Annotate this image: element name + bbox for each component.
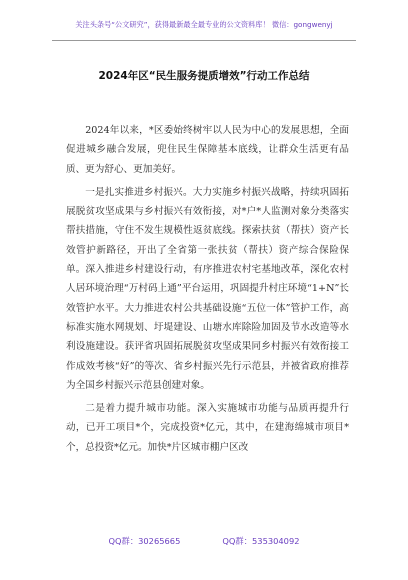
paragraph-urban-function: 二是着力提升城市功能。深入实施城市功能与品质再提升行动，已开工项目*个，完成投资*亿元，其中，在建海绵城市项目*个，总投资*亿元。加快*片区城市棚户区改 (66, 403, 349, 453)
document-body (66, 121, 349, 461)
footer-contacts (0, 535, 408, 547)
header-divider (52, 40, 356, 41)
document-title: 2024年区“民生服务提质增效”行动工作总结 (98, 70, 310, 82)
header-banner: 关注头条号“公文研究”，获得最新最全最专业的公文资料库！ 微信：gongwenyj (75, 20, 333, 29)
footer-qq-group-2: QQ群：535304092 (222, 536, 300, 546)
paragraph-intro: 2024年以来，*区委始终树牢以人民为中心的发展思想，全面促进城乡融合发展，兜住民生保障基本底线，让群众生活更有品质、更为舒心、更加美好。 (66, 125, 349, 175)
footer-qq-group-1: QQ群：30265665 (108, 536, 181, 546)
paragraph-rural-revitalization: 一是扎实推进乡村振兴。大力实施乡村振兴战略，持续巩固拓展脱贫攻坚成果与乡村振兴有效衔接，对*户*人监测对象分类落实帮扶措施，守住不发生规模性返贫底线。探索扶贫（帮扶）资产长效管护新路径，开出了全省第一张扶贫（帮扶）资产综合保险保单。深入推进乡村建设行动，有序推进农村宅基地改革，深化农村人居环境治理“万村码上通”平台运用，巩固提升村庄环境“1+N”长效管护水平。大力推进农村公共基础设施“五位一体”管护工作，高标准实施水网规划、圩堤建设、山塘水库除险加固及节水改造等水利设施建设。获评省巩固拓展脱贫攻坚成果同乡村振兴有效衔接工作成效考核“好”的等次、省乡村振兴先行示范县，并被省政府推荐为全国乡村振兴示范县创建对象。 (66, 186, 349, 391)
